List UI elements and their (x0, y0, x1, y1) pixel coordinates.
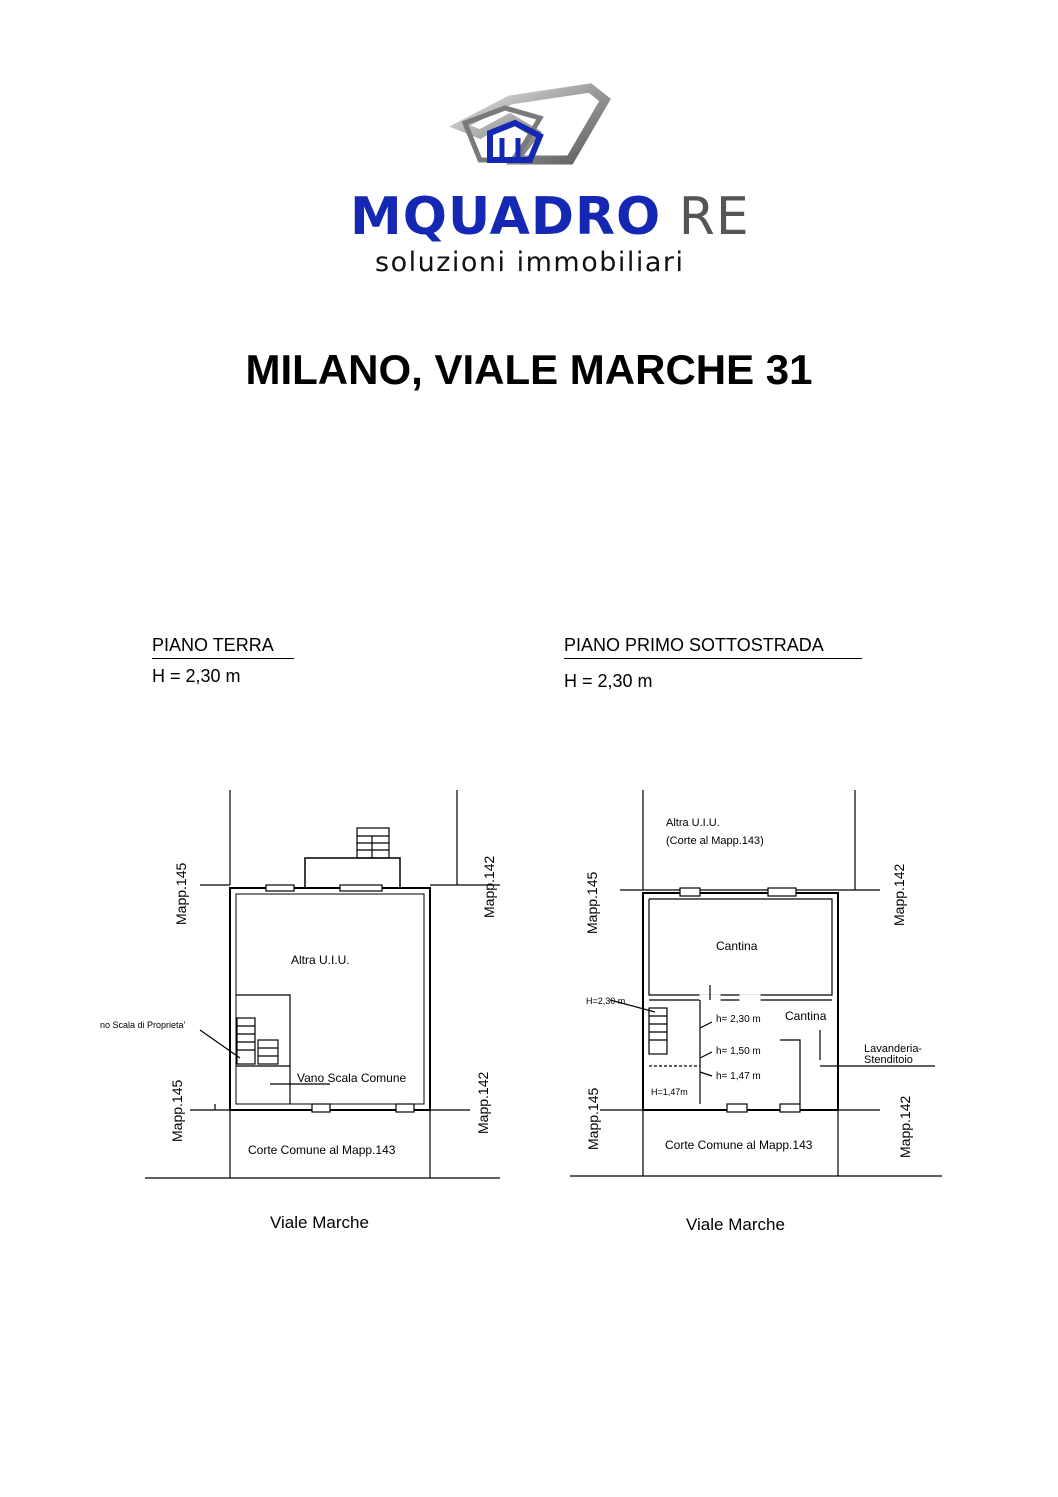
gf-street-label: Viale Marche (270, 1213, 369, 1232)
gf-mapp142-bottom: Mapp.142 (475, 1071, 491, 1134)
bs-h230-label: H=2,30 m (586, 996, 626, 1006)
basement-heading: PIANO PRIMO SOTTOSTRADA (564, 635, 862, 659)
bs-h147-label: H=1,47m (651, 1087, 688, 1097)
gf-vano-scala-proprieta-label: no Scala di Proprieta' (100, 1020, 186, 1030)
gf-vano-scala-comune-label: Vano Scala Comune (297, 1071, 407, 1085)
bs-lavanderia-label-2: Stenditoio (864, 1054, 913, 1066)
page-title: MILANO, VIALE MARCHE 31 (245, 346, 813, 393)
bs-cantina-2-label: Cantina (785, 1009, 827, 1023)
bs-cantina-1-label: Cantina (716, 939, 758, 953)
bs-h2-label: h= 1,50 m (716, 1046, 761, 1057)
basement-height: H = 2,30 m (564, 671, 653, 691)
bs-h3-label: h= 1,47 m (716, 1071, 761, 1082)
bs-h1-label: h= 2,30 m (716, 1014, 761, 1025)
gf-mapp145-top: Mapp.145 (173, 862, 189, 925)
ground-floor-heading: PIANO TERRA (152, 635, 294, 659)
logo-name-part2: RE (678, 187, 750, 247)
bs-street-label: Viale Marche (686, 1215, 785, 1234)
bs-mapp142-bottom: Mapp.142 (897, 1095, 913, 1158)
bs-corte-label: Corte Comune al Mapp.143 (665, 1138, 813, 1152)
logo-tagline: soluzioni immobiliari (375, 247, 685, 278)
bs-mapp145-top: Mapp.145 (584, 871, 600, 934)
bs-lavanderia-label-1: Lavanderia- (864, 1043, 923, 1055)
bs-corte-mapp-label: (Corte al Mapp.143) (666, 835, 764, 847)
gf-altra-uiu-label: Altra U.I.U. (291, 953, 350, 967)
gf-corte-label: Corte Comune al Mapp.143 (248, 1143, 396, 1157)
gf-mapp145-bottom: Mapp.145 (169, 1079, 185, 1142)
bs-altra-uiu-label: Altra U.I.U. (666, 817, 720, 829)
gf-mapp142-top: Mapp.142 (481, 855, 497, 918)
bs-mapp142-top: Mapp.142 (891, 863, 907, 926)
ground-floor-height: H = 2,30 m (152, 666, 241, 686)
logo-name-part1: MQUADRO (350, 187, 662, 247)
bs-mapp145-bottom: Mapp.145 (585, 1087, 601, 1150)
